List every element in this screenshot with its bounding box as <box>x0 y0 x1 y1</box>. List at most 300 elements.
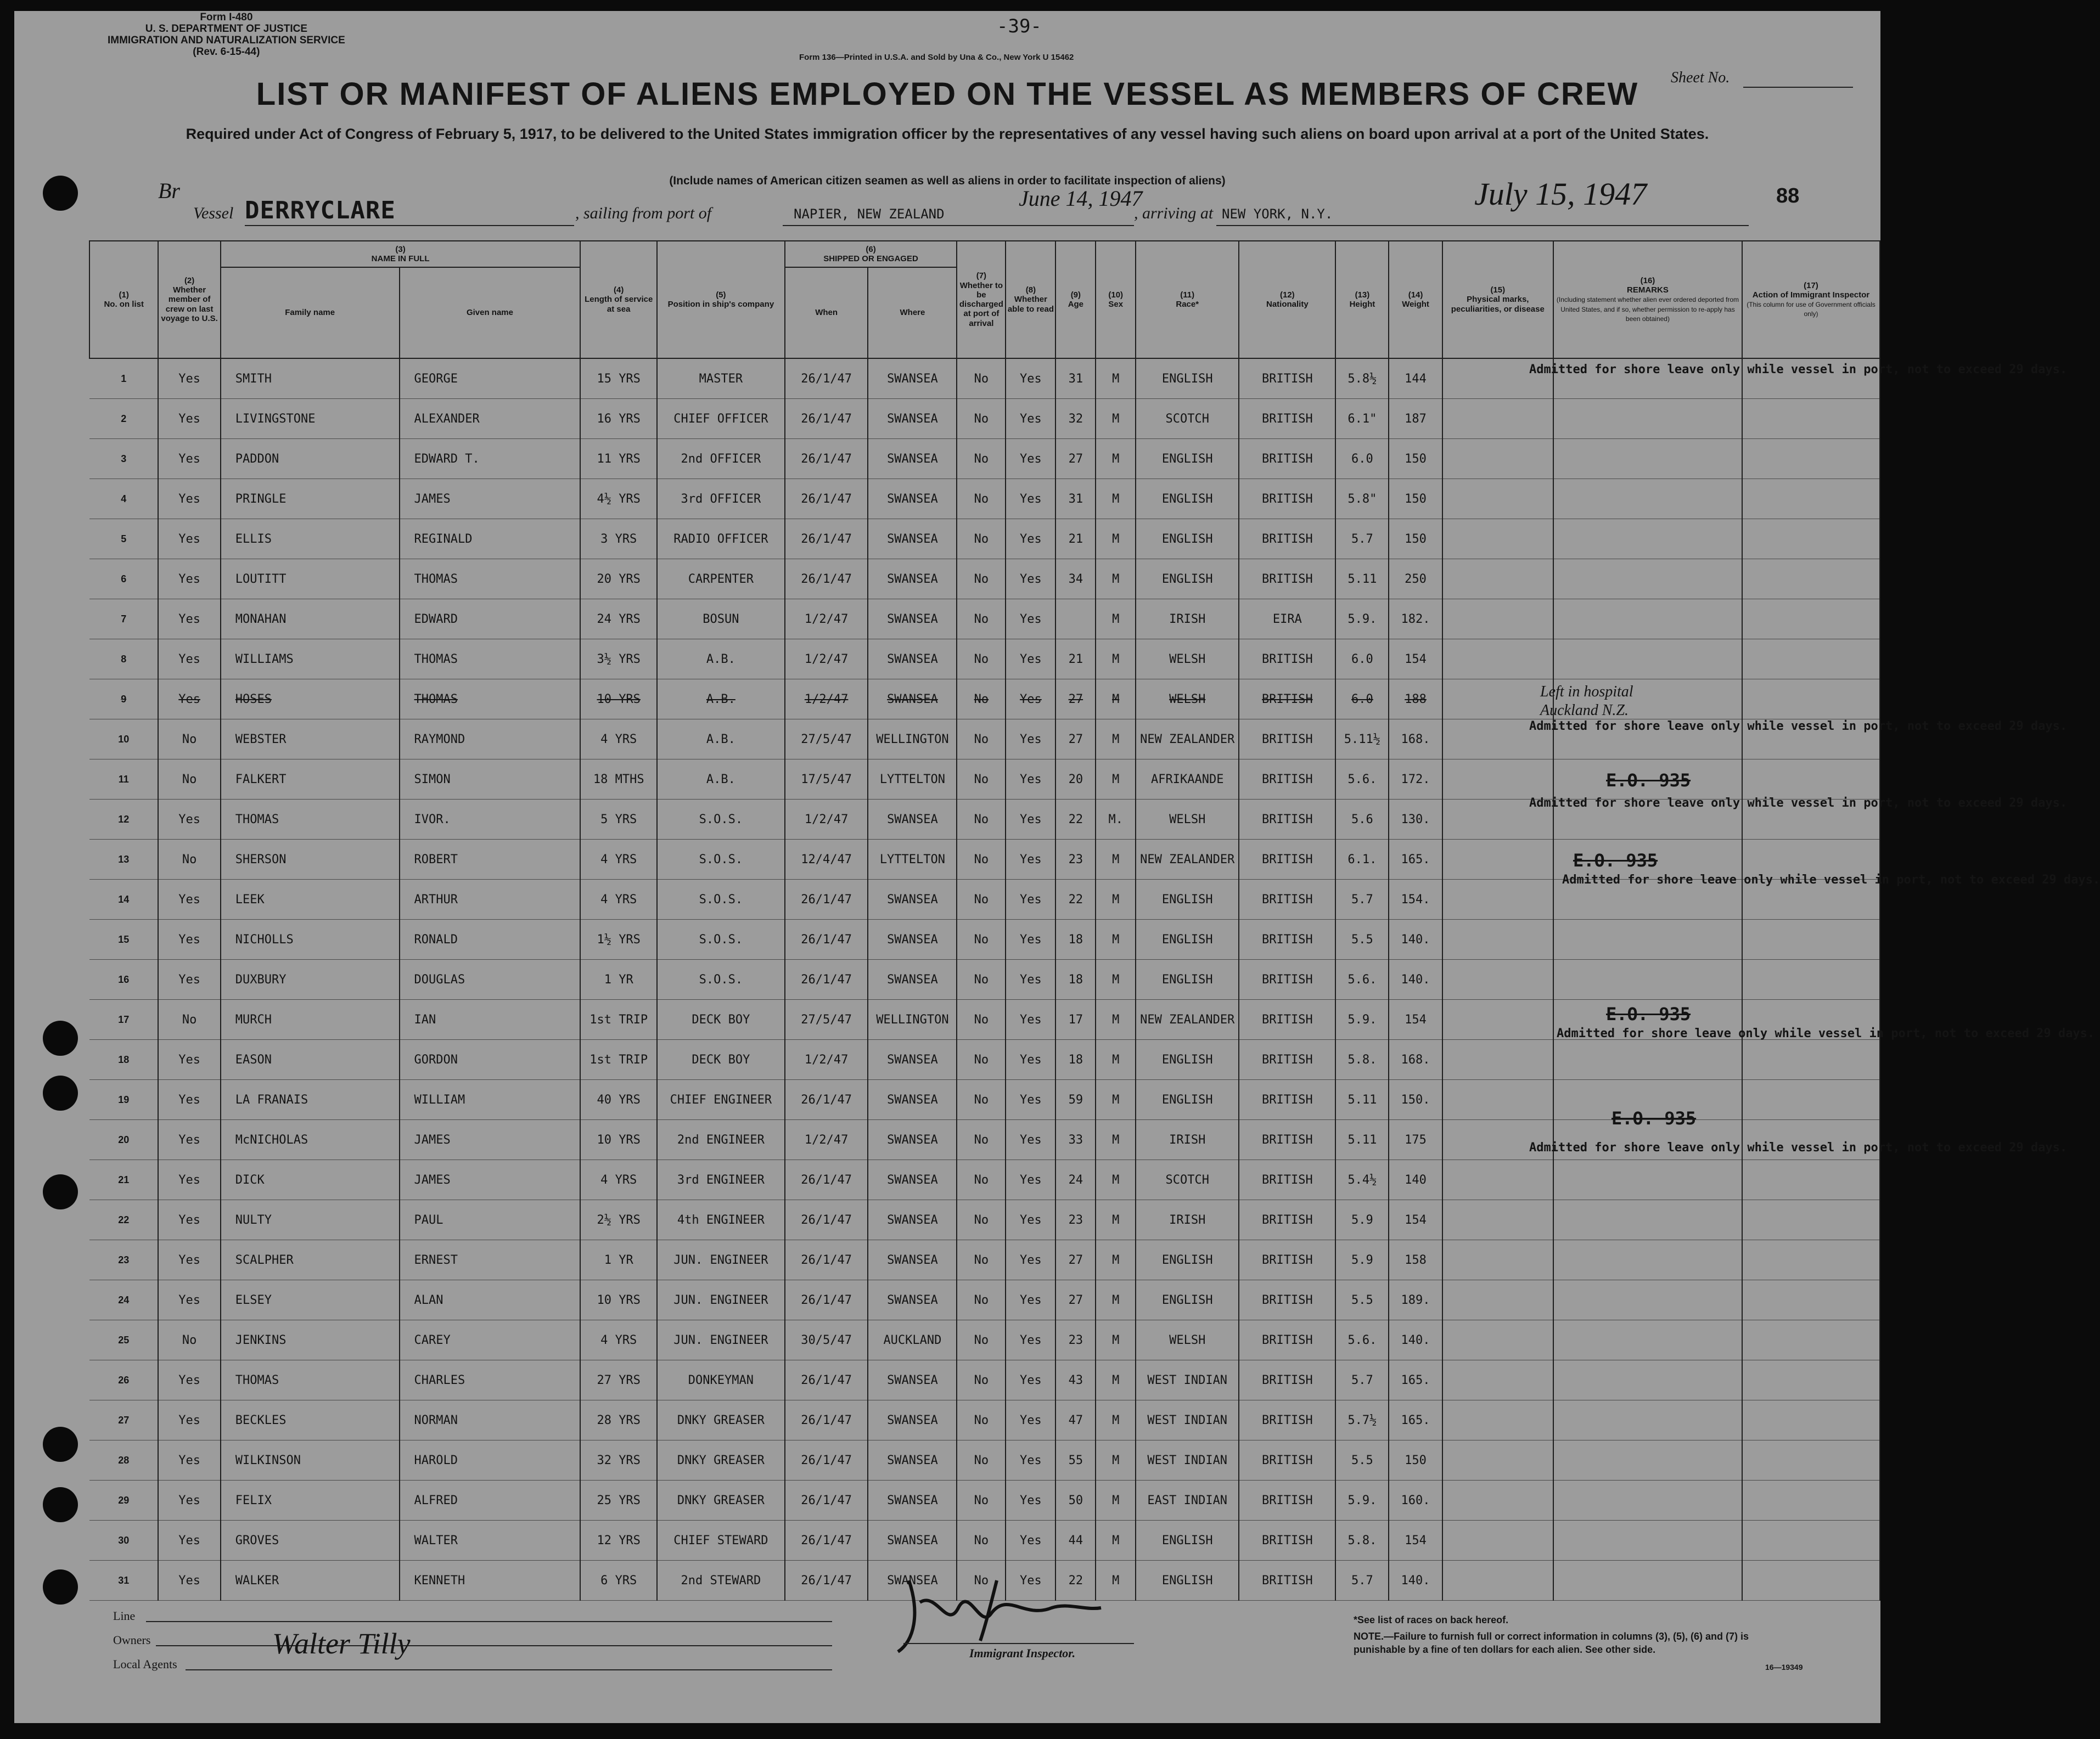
crew-shipped-where: SWANSEA <box>868 1280 957 1320</box>
crew-shipped-where: LYTTELTON <box>868 759 957 800</box>
crew-nationality: BRITISH <box>1239 399 1335 439</box>
crew-shipped-when: 26/1/47 <box>785 559 868 599</box>
crew-position: S.O.S. <box>657 920 785 960</box>
crew-shipped-when: 26/1/47 <box>785 479 868 519</box>
crew-physical-marks <box>1442 559 1553 599</box>
crew-sex: M <box>1096 1080 1136 1120</box>
crew-given-name: THOMAS <box>400 679 581 719</box>
crew-service-length: 18 MTHS <box>580 759 657 800</box>
crew-shipped-when: 26/1/47 <box>785 1440 868 1481</box>
crew-shipped-when: 12/4/47 <box>785 840 868 880</box>
crew-able-to-read: Yes <box>1006 719 1055 759</box>
col-position-header: (5) Position in ship's company <box>657 241 785 358</box>
crew-position: DNKY GREASER <box>657 1481 785 1521</box>
crew-given-name: PAUL <box>400 1200 581 1240</box>
crew-sex: M <box>1096 1320 1136 1360</box>
crew-shipped-where: SWANSEA <box>868 1481 957 1521</box>
crew-discharged: No <box>957 1160 1006 1200</box>
crew-sex: M <box>1096 439 1136 479</box>
crew-given-name: ALAN <box>400 1280 581 1320</box>
crew-last-voyage: No <box>158 1320 220 1360</box>
crew-given-name: NORMAN <box>400 1400 581 1440</box>
crew-able-to-read: Yes <box>1006 960 1055 1000</box>
crew-position: DNKY GREASER <box>657 1400 785 1440</box>
crew-shipped-when: 26/1/47 <box>785 1280 868 1320</box>
crew-sex: M <box>1096 679 1136 719</box>
crew-number: 14 <box>89 880 158 920</box>
shore-leave-stamp: Admitted for shore leave only while vessel in port, not to exceed 29 days. <box>1529 796 2068 810</box>
crew-service-length: 16 YRS <box>580 399 657 439</box>
crew-nationality: BRITISH <box>1239 719 1335 759</box>
table-row <box>89 1400 1880 1440</box>
crew-discharged: No <box>957 1000 1006 1040</box>
crew-shipped-where: SWANSEA <box>868 439 957 479</box>
arrival-underline <box>1463 225 1749 226</box>
form-code: 16—19349 <box>1765 1663 1803 1672</box>
col-race-header: (11) Race* <box>1136 241 1239 358</box>
crew-last-voyage: Yes <box>158 1120 220 1160</box>
crew-number: 15 <box>89 920 158 960</box>
crew-nationality: BRITISH <box>1239 1240 1335 1280</box>
crew-given-name: JAMES <box>400 1120 581 1160</box>
crew-discharged: No <box>957 358 1006 399</box>
crew-last-voyage: Yes <box>158 639 220 679</box>
crew-service-length: 25 YRS <box>580 1481 657 1521</box>
crew-race: ENGLISH <box>1136 439 1239 479</box>
crew-race: WEST INDIAN <box>1136 1440 1239 1481</box>
col-weight-header: (14) Weight <box>1389 241 1442 358</box>
crew-physical-marks <box>1442 399 1553 439</box>
crew-shipped-where: WELLINGTON <box>868 1000 957 1040</box>
crew-age: 23 <box>1055 1320 1096 1360</box>
crew-able-to-read: Yes <box>1006 1320 1055 1360</box>
crew-service-length: 24 YRS <box>580 599 657 639</box>
crew-sex: M <box>1096 1521 1136 1561</box>
crew-number: 28 <box>89 1440 158 1481</box>
crew-shipped-when: 26/1/47 <box>785 1160 868 1200</box>
crew-position: RADIO OFFICER <box>657 519 785 559</box>
crew-position: CHIEF OFFICER <box>657 399 785 439</box>
crew-sex: M <box>1096 960 1136 1000</box>
crew-sex: M <box>1096 1481 1136 1521</box>
crew-given-name: SIMON <box>400 759 581 800</box>
crew-sex: M <box>1096 1440 1136 1481</box>
crew-physical-marks <box>1442 679 1553 719</box>
crew-discharged: No <box>957 960 1006 1000</box>
crew-nationality: BRITISH <box>1239 358 1335 399</box>
crew-race: ENGLISH <box>1136 920 1239 960</box>
crew-shipped-where: SWANSEA <box>868 599 957 639</box>
crew-last-voyage: No <box>158 719 220 759</box>
crew-family-name: DICK <box>221 1160 400 1200</box>
binder-hole <box>43 1487 78 1522</box>
include-note: (Include names of American citizen seamen as well as aliens in order to facilitate inspection of aliens) <box>669 175 1226 187</box>
crew-table <box>89 240 1880 1601</box>
crew-shipped-where: SWANSEA <box>868 479 957 519</box>
crew-race: WEST INDIAN <box>1136 1360 1239 1400</box>
crew-last-voyage: Yes <box>158 1360 220 1400</box>
crew-discharged: No <box>957 1280 1006 1320</box>
crew-sex: M <box>1096 1120 1136 1160</box>
crew-height: 6.1. <box>1335 840 1389 880</box>
col-marks-header: (15) Physical marks, peculiarities, or disease <box>1442 241 1553 358</box>
crew-shipped-where: SWANSEA <box>868 358 957 399</box>
crew-age: 17 <box>1055 1000 1096 1040</box>
crew-able-to-read: Yes <box>1006 1120 1055 1160</box>
crew-sex: M <box>1096 1040 1136 1080</box>
crew-number: 18 <box>89 1040 158 1080</box>
col-name-header: (3) NAME IN FULL <box>221 241 581 267</box>
crew-last-voyage: Yes <box>158 880 220 920</box>
crew-sex: M <box>1096 719 1136 759</box>
crew-able-to-read: Yes <box>1006 519 1055 559</box>
crew-family-name: THOMAS <box>221 800 400 840</box>
crew-discharged: No <box>957 679 1006 719</box>
crew-number: 20 <box>89 1120 158 1160</box>
crew-age: 22 <box>1055 800 1096 840</box>
crew-last-voyage: Yes <box>158 358 220 399</box>
manifest-sheet <box>14 11 2100 1723</box>
table-row <box>89 479 1880 519</box>
crew-shipped-when: 26/1/47 <box>785 920 868 960</box>
crew-position: DNKY GREASER <box>657 1440 785 1481</box>
crew-race: ENGLISH <box>1136 479 1239 519</box>
crew-position: BOSUN <box>657 599 785 639</box>
crew-race: ENGLISH <box>1136 1040 1239 1080</box>
crew-discharged: No <box>957 719 1006 759</box>
crew-service-length: 4 YRS <box>580 880 657 920</box>
table-row <box>89 1240 1880 1280</box>
crew-service-length: 15 YRS <box>580 358 657 399</box>
crew-position: A.B. <box>657 679 785 719</box>
table-row <box>89 559 1880 599</box>
crew-given-name: REGINALD <box>400 519 581 559</box>
crew-weight: 150 <box>1389 519 1442 559</box>
crew-sex: M <box>1096 1360 1136 1400</box>
crew-discharged: No <box>957 1400 1006 1440</box>
col-shipped-header: (6) SHIPPED OR ENGAGED <box>785 241 957 267</box>
crew-weight: 165. <box>1389 840 1442 880</box>
crew-age: 34 <box>1055 559 1096 599</box>
crew-physical-marks <box>1442 1080 1553 1120</box>
crew-shipped-where: SWANSEA <box>868 1360 957 1400</box>
crew-height: 5.8" <box>1335 479 1389 519</box>
crew-discharged: No <box>957 1360 1006 1400</box>
crew-weight: 154. <box>1389 880 1442 920</box>
crew-nationality: BRITISH <box>1239 1521 1335 1561</box>
crew-shipped-where: SWANSEA <box>868 399 957 439</box>
crew-height: 5.8. <box>1335 1040 1389 1080</box>
crew-weight: 160. <box>1389 1481 1442 1521</box>
crew-discharged: No <box>957 800 1006 840</box>
crew-family-name: PADDON <box>221 439 400 479</box>
crew-age: 50 <box>1055 1481 1096 1521</box>
crew-last-voyage: Yes <box>158 1280 220 1320</box>
crew-service-length: 10 YRS <box>580 679 657 719</box>
crew-physical-marks <box>1442 479 1553 519</box>
crew-given-name: GORDON <box>400 1040 581 1080</box>
crew-shipped-when: 17/5/47 <box>785 759 868 800</box>
col-when-header: When <box>785 267 868 358</box>
crew-race: WELSH <box>1136 639 1239 679</box>
crew-able-to-read: Yes <box>1006 920 1055 960</box>
crew-physical-marks <box>1442 1561 1553 1601</box>
crew-height: 6.0 <box>1335 679 1389 719</box>
crew-shipped-when: 26/1/47 <box>785 519 868 559</box>
crew-inspector-action <box>1742 399 1880 439</box>
crew-discharged: No <box>957 1440 1006 1481</box>
crew-remarks <box>1553 639 1742 679</box>
crew-age <box>1055 599 1096 639</box>
crew-shipped-when: 26/1/47 <box>785 1521 868 1561</box>
crew-position: CARPENTER <box>657 559 785 599</box>
crew-able-to-read: Yes <box>1006 679 1055 719</box>
agents-label: Local Agents <box>113 1657 177 1671</box>
crew-remarks <box>1553 1240 1742 1280</box>
crew-age: 47 <box>1055 1400 1096 1440</box>
crew-nationality: BRITISH <box>1239 1360 1335 1400</box>
crew-race: IRISH <box>1136 1200 1239 1240</box>
col-discharged-header: (7) Whether to be discharged at port of arrival <box>957 241 1006 358</box>
table-row <box>89 960 1880 1000</box>
crew-shipped-when: 1/2/47 <box>785 800 868 840</box>
arrival-date: July 15, 1947 <box>1474 176 1647 212</box>
sheet-number-label: Sheet No. <box>1671 69 1730 86</box>
crew-number: 25 <box>89 1320 158 1360</box>
crew-count: 88 <box>1776 184 1800 207</box>
crew-age: 20 <box>1055 759 1096 800</box>
crew-last-voyage: No <box>158 1000 220 1040</box>
crew-physical-marks <box>1442 1280 1553 1320</box>
crew-race: NEW ZEALANDER <box>1136 840 1239 880</box>
crew-number: 24 <box>89 1280 158 1320</box>
crew-able-to-read: Yes <box>1006 1360 1055 1400</box>
crew-remarks <box>1553 1160 1742 1200</box>
crew-number: 2 <box>89 399 158 439</box>
crew-height: 5.6. <box>1335 1320 1389 1360</box>
crew-shipped-when: 26/1/47 <box>785 439 868 479</box>
crew-physical-marks <box>1442 599 1553 639</box>
crew-age: 23 <box>1055 840 1096 880</box>
crew-service-length: 2½ YRS <box>580 1200 657 1240</box>
crew-family-name: THOMAS <box>221 1360 400 1400</box>
col-where-header: Where <box>868 267 957 358</box>
crew-weight: 150. <box>1389 1080 1442 1120</box>
crew-able-to-read: Yes <box>1006 1280 1055 1320</box>
col-no-header: (1) No. on list <box>89 241 158 358</box>
crew-sex: M <box>1096 1160 1136 1200</box>
crew-weight: 168. <box>1389 719 1442 759</box>
crew-able-to-read: Yes <box>1006 1080 1055 1120</box>
crew-shipped-where: SWANSEA <box>868 1080 957 1120</box>
crew-height: 5.7 <box>1335 519 1389 559</box>
crew-last-voyage: Yes <box>158 479 220 519</box>
crew-weight: 187 <box>1389 399 1442 439</box>
table-row <box>89 1320 1880 1360</box>
crew-remarks <box>1553 399 1742 439</box>
crew-discharged: No <box>957 1040 1006 1080</box>
crew-weight: 165. <box>1389 1400 1442 1440</box>
crew-race: ENGLISH <box>1136 358 1239 399</box>
crew-discharged: No <box>957 399 1006 439</box>
crew-height: 5.7 <box>1335 1561 1389 1601</box>
crew-physical-marks <box>1442 1160 1553 1200</box>
table-row <box>89 1160 1880 1200</box>
crew-position: S.O.S. <box>657 800 785 840</box>
crew-height: 5.11 <box>1335 1080 1389 1120</box>
crew-weight: 140. <box>1389 1561 1442 1601</box>
crew-position: 2nd ENGINEER <box>657 1120 785 1160</box>
crew-service-length: 10 YRS <box>580 1280 657 1320</box>
crew-able-to-read: Yes <box>1006 840 1055 880</box>
table-row <box>89 439 1880 479</box>
sailing-label: , sailing from port of <box>575 204 712 222</box>
crew-inspector-action <box>1742 1160 1880 1200</box>
page-mark: -39- <box>997 15 1042 37</box>
crew-race: WEST INDIAN <box>1136 1400 1239 1440</box>
table-row <box>89 639 1880 679</box>
crew-shipped-where: SWANSEA <box>868 1160 957 1200</box>
crew-height: 5.4½ <box>1335 1160 1389 1200</box>
crew-physical-marks <box>1442 1400 1553 1440</box>
crew-given-name: JAMES <box>400 1160 581 1200</box>
crew-given-name: JAMES <box>400 479 581 519</box>
crew-physical-marks <box>1442 1240 1553 1280</box>
crew-weight: 168. <box>1389 1040 1442 1080</box>
crew-physical-marks <box>1442 840 1553 880</box>
crew-remarks <box>1553 920 1742 960</box>
crew-inspector-action <box>1742 479 1880 519</box>
crew-sex: M <box>1096 599 1136 639</box>
crew-shipped-where: SWANSEA <box>868 960 957 1000</box>
crew-race: ENGLISH <box>1136 1561 1239 1601</box>
crew-number: 6 <box>89 559 158 599</box>
crew-sex: M <box>1096 1280 1136 1320</box>
crew-last-voyage: No <box>158 840 220 880</box>
crew-sex: M <box>1096 1000 1136 1040</box>
crew-remarks <box>1553 1320 1742 1360</box>
crew-family-name: ELSEY <box>221 1280 400 1320</box>
crew-sex: M <box>1096 1561 1136 1601</box>
crew-given-name: CHARLES <box>400 1360 581 1400</box>
crew-family-name: NICHOLLS <box>221 920 400 960</box>
crew-physical-marks <box>1442 1040 1553 1080</box>
crew-shipped-when: 26/1/47 <box>785 1080 868 1120</box>
eo-code-stamp: E.O. 935 <box>1606 1004 1691 1025</box>
crew-height: 5.7 <box>1335 880 1389 920</box>
crew-age: 22 <box>1055 1561 1096 1601</box>
crew-shipped-where: SWANSEA <box>868 1561 957 1601</box>
crew-shipped-where: SWANSEA <box>868 639 957 679</box>
crew-nationality: BRITISH <box>1239 1320 1335 1360</box>
crew-service-length: 10 YRS <box>580 1120 657 1160</box>
crew-given-name: RAYMOND <box>400 719 581 759</box>
crew-nationality: EIRA <box>1239 599 1335 639</box>
crew-height: 5.9 <box>1335 1240 1389 1280</box>
crew-position: JUN. ENGINEER <box>657 1240 785 1280</box>
crew-given-name: ERNEST <box>400 1240 581 1280</box>
crew-shipped-when: 1/2/47 <box>785 599 868 639</box>
crew-nationality: BRITISH <box>1239 920 1335 960</box>
crew-family-name: WEBSTER <box>221 719 400 759</box>
line-field <box>146 1621 832 1622</box>
sailing-underline <box>783 225 1134 226</box>
crew-number: 10 <box>89 719 158 759</box>
shore-leave-stamp: Admitted for shore leave only while vessel in port, not to exceed 29 days. <box>1557 1027 2095 1040</box>
crew-sex: M <box>1096 880 1136 920</box>
crew-race: IRISH <box>1136 599 1239 639</box>
crew-family-name: MONAHAN <box>221 599 400 639</box>
crew-service-length: 4 YRS <box>580 1320 657 1360</box>
crew-sex: M <box>1096 1400 1136 1440</box>
crew-last-voyage: Yes <box>158 1561 220 1601</box>
vessel-prefix: Br <box>158 178 180 203</box>
crew-discharged: No <box>957 1521 1006 1561</box>
crew-shipped-where: SWANSEA <box>868 1120 957 1160</box>
crew-weight: 150 <box>1389 479 1442 519</box>
crew-sex: M <box>1096 840 1136 880</box>
crew-number: 30 <box>89 1521 158 1561</box>
crew-remarks <box>1553 1200 1742 1240</box>
crew-given-name: IAN <box>400 1000 581 1040</box>
crew-sex: M <box>1096 399 1136 439</box>
binder-hole <box>43 1174 78 1209</box>
failure-note: NOTE.—Failure to furnish full or correct information in columns (3), (5), (6) and (7) is punishable by a fine of ten dollars for each alien. See other side. <box>1354 1631 1749 1656</box>
crew-discharged: No <box>957 1561 1006 1601</box>
crew-inspector-action <box>1742 1440 1880 1481</box>
crew-shipped-when: 27/5/47 <box>785 719 868 759</box>
crew-last-voyage: Yes <box>158 599 220 639</box>
crew-family-name: LOUTITT <box>221 559 400 599</box>
binder-hole <box>43 1569 78 1605</box>
crew-family-name: SMITH <box>221 358 400 399</box>
crew-shipped-where: SWANSEA <box>868 800 957 840</box>
crew-able-to-read: Yes <box>1006 880 1055 920</box>
eo-code-stamp: E.O. 935 <box>1573 850 1658 871</box>
crew-able-to-read: Yes <box>1006 599 1055 639</box>
crew-nationality: BRITISH <box>1239 1080 1335 1120</box>
crew-given-name: EDWARD T. <box>400 439 581 479</box>
crew-age: 44 <box>1055 1521 1096 1561</box>
crew-position: A.B. <box>657 759 785 800</box>
requirement-text: Required under Act of Congress of February 5, 1917, to be delivered to the United States immigration officer by the representatives of any vessel having such aliens on board upon arrival at a port of the United States. <box>186 126 1709 142</box>
crew-able-to-read: Yes <box>1006 639 1055 679</box>
sailing-date: June 14, 1947 <box>1019 186 1143 211</box>
crew-age: 18 <box>1055 1040 1096 1080</box>
crew-position: CHIEF ENGINEER <box>657 1080 785 1120</box>
crew-shipped-where: SWANSEA <box>868 1040 957 1080</box>
crew-age: 33 <box>1055 1120 1096 1160</box>
crew-weight: 188 <box>1389 679 1442 719</box>
crew-height: 6.0 <box>1335 639 1389 679</box>
crew-weight: 130. <box>1389 800 1442 840</box>
crew-number: 9 <box>89 679 158 719</box>
crew-last-voyage: Yes <box>158 1040 220 1080</box>
table-row <box>89 920 1880 960</box>
crew-nationality: BRITISH <box>1239 1000 1335 1040</box>
crew-nationality: BRITISH <box>1239 840 1335 880</box>
crew-family-name: PRINGLE <box>221 479 400 519</box>
crew-able-to-read: Yes <box>1006 1400 1055 1440</box>
table-row <box>89 1280 1880 1320</box>
crew-nationality: BRITISH <box>1239 1400 1335 1440</box>
crew-position: 2nd STEWARD <box>657 1561 785 1601</box>
crew-service-length: 11 YRS <box>580 439 657 479</box>
col-service-header: (4) Length of service at sea <box>580 241 657 358</box>
crew-nationality: BRITISH <box>1239 1200 1335 1240</box>
crew-shipped-where: SWANSEA <box>868 1200 957 1240</box>
crew-physical-marks <box>1442 1200 1553 1240</box>
